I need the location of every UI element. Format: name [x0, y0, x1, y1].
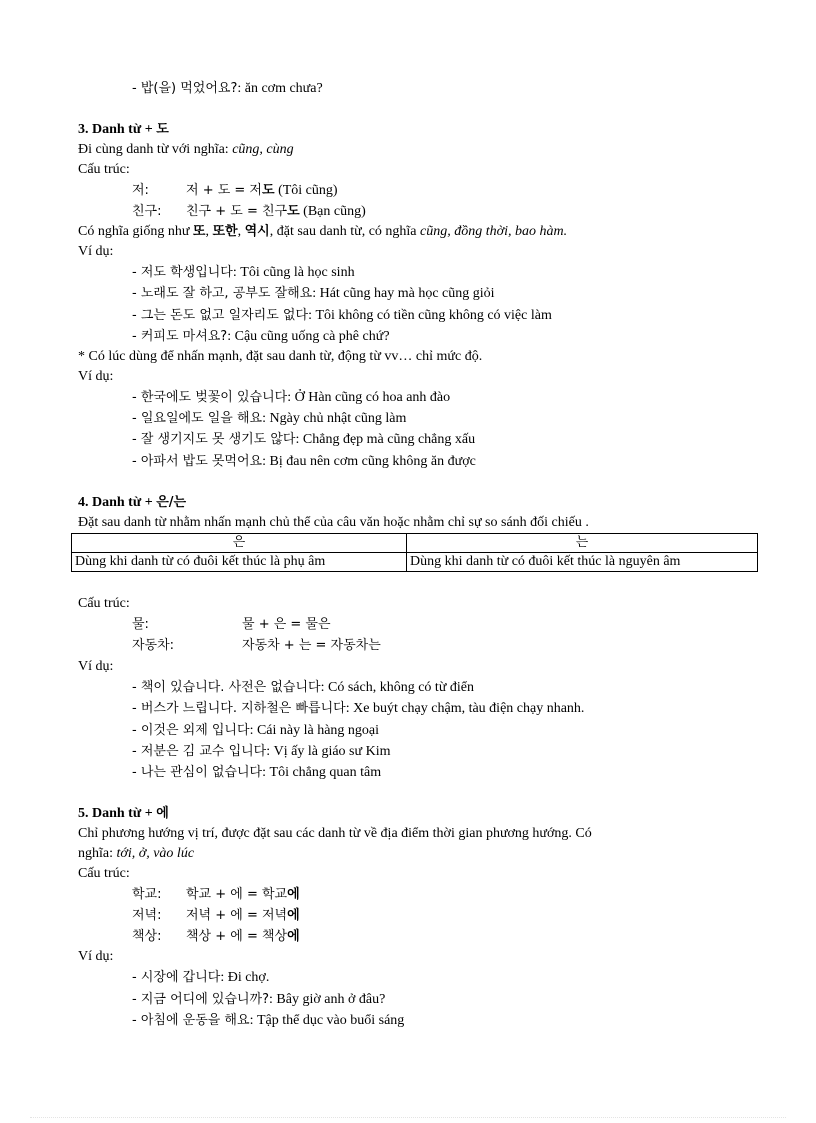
- structure-particle: 에: [287, 908, 300, 923]
- structure-noun: 자동차:: [132, 638, 175, 653]
- example-line: [132, 763, 381, 783]
- section-3-meaning: [78, 222, 567, 242]
- korean-text: - 아파서 밥도 못먹어요: [132, 454, 263, 469]
- structure-noun: 저녁:: [132, 908, 162, 923]
- korean-text: - 저도 학생입니다: [132, 265, 233, 280]
- structure-formula: 저녁 + 에 = 저녁: [186, 908, 288, 923]
- example-line: [132, 284, 495, 304]
- structure-formula: 책상 + 에 = 책상: [186, 929, 288, 944]
- structure-particle: 도: [262, 183, 275, 198]
- structure-particle: 도: [287, 204, 300, 219]
- structure-noun: 책상:: [132, 929, 162, 944]
- section-3-title-text: 3. Danh từ +: [78, 122, 157, 137]
- vietnamese-text: : Bây giờ anh ở đâu?: [269, 992, 386, 1007]
- korean-text: - 한국에도 벚꽃이 있습니다: [132, 390, 288, 405]
- meaning-korean-2: 또한: [212, 224, 238, 239]
- korean-text: - 커피도 마셔요?: [132, 329, 228, 344]
- vietnamese-text: : Có sách, không có từ điển: [320, 680, 475, 695]
- structure-formula: 저 + 도 = 저: [186, 183, 262, 198]
- meaning-korean-3: 역시: [244, 224, 270, 239]
- page-bottom-divider: [30, 1117, 786, 1118]
- example-line: [132, 1011, 404, 1031]
- section-5-example-label: Ví dụ:: [78, 949, 114, 964]
- example-line: [132, 452, 476, 472]
- example-line: [132, 306, 552, 326]
- description-text: Đi cùng danh từ với nghĩa:: [78, 142, 233, 157]
- vietnamese-text: : Ngày chủ nhật cũng làm: [262, 411, 407, 426]
- section-3-title-korean: 도: [156, 122, 169, 137]
- korean-text: - 잘 생기지도 못 생기도 않다: [132, 432, 296, 447]
- vietnamese-text: : Xe buýt chạy chậm, tàu điện chạy nhanh.: [345, 701, 585, 716]
- section-4-example-label: Ví dụ:: [78, 659, 114, 674]
- section-5-structure-row: [132, 927, 300, 947]
- section-5-description: Chỉ phương hướng vị trí, được đặt sau các danh từ về địa điểm thời gian phương hướng. Có: [78, 826, 592, 841]
- korean-text: - 버스가 느립니다. 지하철은 빠릅니다: [132, 701, 346, 716]
- structure-noun: 친구:: [132, 204, 162, 219]
- section-3-structure-row: [132, 202, 366, 222]
- section-4-title-text: 4. Danh từ +: [78, 495, 157, 510]
- section-3-description: [78, 140, 294, 160]
- structure-particle: 에: [287, 887, 300, 902]
- korean-text: - 그는 돈도 없고 일자리도 없다: [132, 308, 309, 323]
- section-3-note: * Có lúc dùng để nhấn mạnh, đặt sau danh từ, động từ vv… chỉ mức độ.: [78, 349, 483, 364]
- table-cell: Dùng khi danh từ có đuôi kết thúc là nguyên âm: [407, 553, 758, 572]
- vietnamese-text: : Tôi không có tiền cũng không có việc làm: [308, 308, 552, 323]
- section-5-title-korean: 에: [156, 806, 169, 821]
- example-line: [132, 699, 584, 719]
- structure-formula: 학교 + 에 = 학교: [186, 887, 288, 902]
- intro-example: [132, 79, 323, 99]
- section-4-structure-row: [132, 636, 381, 656]
- structure-noun: 저:: [132, 183, 149, 198]
- table-header-row: [72, 534, 758, 553]
- vietnamese-text: : Tôi chẳng quan tâm: [262, 765, 382, 780]
- section-5-structure-row: [132, 906, 300, 926]
- korean-text: - 이것은 외제 입니다: [132, 723, 250, 738]
- section-3-example-label: Ví dụ:: [78, 369, 114, 384]
- structure-meaning: (Tôi cũng): [274, 183, 338, 198]
- example-line: [132, 388, 450, 408]
- structure-noun: 학교:: [132, 887, 162, 902]
- section-4-title: [78, 493, 186, 513]
- korean-text: - 저분은 김 교수 입니다: [132, 744, 267, 759]
- vietnamese-text: : Tôi cũng là học sinh: [232, 265, 355, 280]
- meaning-text: , đặt sau danh từ, có nghĩa: [269, 224, 421, 239]
- example-line: [132, 721, 379, 741]
- korean-text: - 책이 있습니다. 사전은 없습니다: [132, 680, 321, 695]
- description-text: nghĩa:: [78, 846, 117, 861]
- example-line: [132, 327, 390, 347]
- korean-text: - 일요일에도 일을 해요: [132, 411, 263, 426]
- example-line: [132, 990, 385, 1010]
- section-5-title-text: 5. Danh từ +: [78, 806, 157, 821]
- table-header-cell: 은: [72, 534, 407, 553]
- section-5-title: [78, 804, 169, 824]
- section-3-structure-label: Cấu trúc:: [78, 162, 130, 177]
- example-line: [132, 409, 406, 429]
- section-5-description-cont: [78, 844, 194, 864]
- example-line: [132, 430, 475, 450]
- meaning-separator: ,: [205, 224, 213, 239]
- example-line: [132, 263, 355, 283]
- meaning-separator: ,: [237, 224, 245, 239]
- table-cell: Dùng khi danh từ có đuôi kết thúc là phụ âm: [72, 553, 407, 572]
- vietnamese-text: : Cậu cũng uống cà phê chứ?: [227, 329, 390, 344]
- table-header-cell: 는: [407, 534, 758, 553]
- description-meaning: tới, ở, vào lúc: [116, 846, 195, 861]
- vietnamese-text: : Bị đau nên cơm cũng không ăn được: [262, 454, 476, 469]
- section-3-example-label: Ví dụ:: [78, 244, 114, 259]
- structure-particle: 에: [287, 929, 300, 944]
- meaning-korean-1: 또: [192, 224, 206, 239]
- particle-table: [71, 533, 758, 572]
- vietnamese-text: : Chẳng đẹp mà cũng chẳng xấu: [295, 432, 476, 447]
- structure-formula: 친구 + 도 = 친구: [186, 204, 288, 219]
- table-row: [72, 553, 758, 572]
- section-4-description: Đặt sau danh từ nhằm nhấn mạnh chủ thể của câu văn hoặc nhằm chỉ sự so sánh đối chiếu .: [78, 515, 589, 530]
- korean-text: - 시장에 갑니다: [132, 970, 221, 985]
- structure-formula: 물 + 은 = 물은: [242, 617, 331, 632]
- section-5-structure-label: Cấu trúc:: [78, 866, 130, 881]
- korean-text: - 아침에 운동을 해요: [132, 1013, 250, 1028]
- example-line: [132, 968, 269, 988]
- section-4-title-korean: 은/는: [156, 495, 187, 510]
- section-3-structure-row: [132, 181, 338, 201]
- description-meaning: cũng, cùng: [232, 142, 294, 157]
- section-4-structure-label: Cấu trúc:: [78, 596, 130, 611]
- section-4-structure-row: [132, 615, 331, 635]
- vietnamese-text: : Ở Hàn cũng có hoa anh đào: [287, 390, 451, 405]
- korean-text: - 지금 어디에 있습니까?: [132, 992, 270, 1007]
- korean-text: - 노래도 잘 하고, 공부도 잘해요: [132, 286, 313, 301]
- vietnamese-text: : Hát cũng hay mà học cũng giỏi: [312, 286, 495, 301]
- example-line: [132, 678, 474, 698]
- section-3-title: [78, 120, 169, 140]
- korean-text: - 밥(을) 먹었어요?: [132, 81, 238, 96]
- vietnamese-text: : Đi chợ.: [220, 970, 270, 985]
- meaning-italic: cũng, đồng thời, bao hàm.: [420, 224, 568, 239]
- vietnamese-text: : Vị ấy là giáo sư Kim: [266, 744, 391, 759]
- meaning-text: Có nghĩa giống như: [78, 224, 193, 239]
- structure-formula: 자동차 + 는 = 자동차는: [242, 638, 381, 653]
- section-5-structure-row: [132, 885, 300, 905]
- vietnamese-text: : ăn cơm chưa?: [237, 81, 323, 96]
- structure-noun: 물:: [132, 617, 149, 632]
- korean-text: - 나는 관심이 없습니다: [132, 765, 263, 780]
- vietnamese-text: : Cái này là hàng ngoại: [249, 723, 380, 738]
- example-line: [132, 742, 391, 762]
- vietnamese-text: : Tập thể dục vào buổi sáng: [249, 1013, 405, 1028]
- structure-meaning: (Bạn cũng): [299, 204, 366, 219]
